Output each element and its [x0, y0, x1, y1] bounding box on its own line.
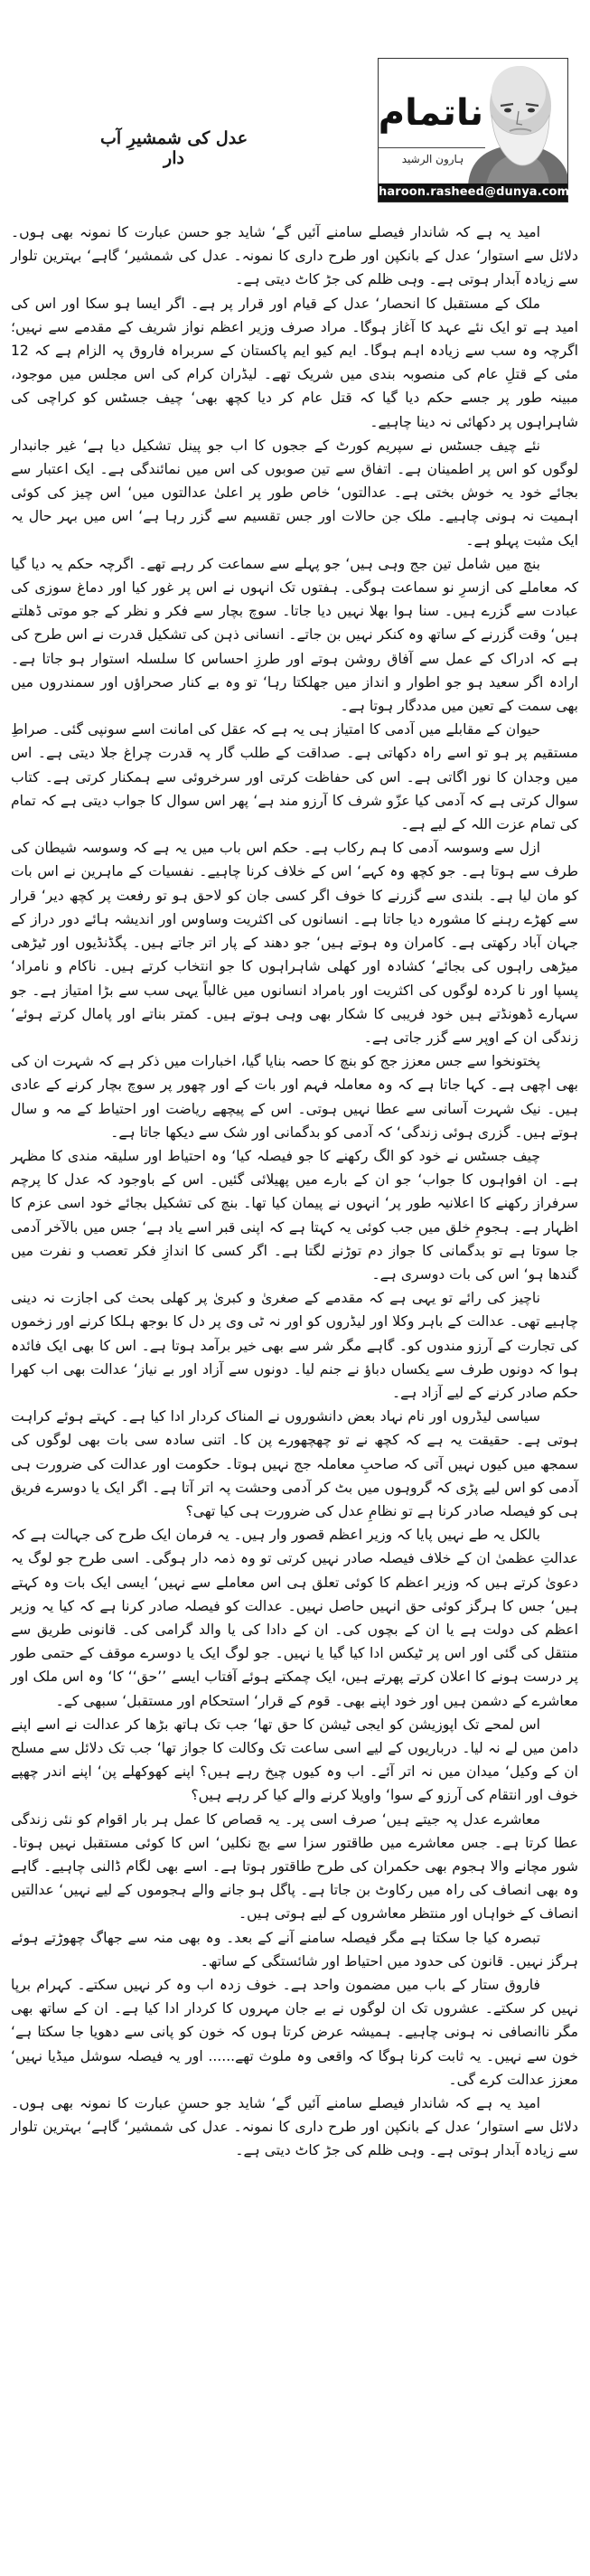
article-paragraph: بالکل یہ طے نہیں پایا کہ وزیر اعظم قصور وار ہیں۔ یہ فرمان ایک طرح کی جہالت ہے کہ عدالتِ عظمیٰ ان کے خلاف فیصلہ صادر نہیں کرتی تو وہ ذمہ دار ہوگی۔ اسی طرح جو لوگ یہ دعویٰ کرتے ہیں کہ وزیر اعظم کا کوئی تعلق ہی اس معاملے سے نہیں‘ ایسی ایک بات وہ کہتے ہیں‘ جس کا ہرگز کوئی حق انہیں حاصل نہیں۔ عدالت کو فیصلہ صادر کرنا ہے کہ کیا یہ وزیر اعظم کی دولت ہے یا ان کے بچوں کی۔ ان کے دادا کی یا والد گرامی کی۔ قانونی طریق سے منتقل کی گئی اور اس پر ٹیکس ادا کیا گیا یا نہیں۔ جو لوگ ایک یا دوسرے موقف کے حتمی طور پر درست ہونے کا اعلان کرتے پھرتے ہیں، ایک چمکتے ہوئے آفتاب ایسے ’’حق‘‘ کا‘ وہ اس ملک اور معاشرے کے دشمن ہیں اور خود اپنے بھی۔ قوم کے قرار‘ استحکام اور مستقبل‘ سبھی کے۔	[11, 1527, 578, 1709]
column-brand: ناتمام	[378, 92, 483, 134]
article-paragraph: امید یہ ہے کہ شاندار فیصلے سامنے آئیں گے‘ شاید جو حسن عبارت کا نمونہ بھی ہوں۔ دلائل سے استوار‘ عدل کے بانکپن اور طرح داری کا نمونہ۔ عدل کی شمشیر‘ گاہے‘ بہترین تلوار سے زیادہ آبدار ہوتی ہے۔ وہی ظلم کی جڑ کاٹ دیتی ہے۔	[11, 224, 578, 288]
article-body	[11, 221, 578, 2163]
article-paragraph: پختونخوا سے جس معزز جج کو بنچ کا حصہ بنایا گیا، اخبارات میں ذکر ہے کہ شہرت ان کی بھی اچھی ہے۔ کہا جاتا ہے کہ وہ معاملہ فہم اور بات کے اور چھور پر سوچ بچار کرنے کے عادی ہیں۔ نیک شہرت آسانی سے عطا نہیں ہوتی۔ اس کے پیچھے ریاضت اور احتیاط کے مہ و سال ہوتے ہیں۔ گزری ہوئی زندگی‘ کہ آدمی کو بدگمانی اور شک سے دیکھا جاتا ہے۔	[11, 1053, 578, 1141]
article-paragraph: ناچیز کی رائے تو یہی ہے کہ مقدمے کے صغریٰ و کبریٰ پر کھلی بحث کی اجازت نہ دینی چاہیے تھی۔ عدالت کے باہر وکلا اور لیڈروں کو اور نہ ٹی وی پر دل کا بوجھ ہلکا کرنے اور زخموں کی تجارت کے آرزو مندوں کو۔ گاہے مگر شر سے بھی خیر برآمد ہوتا ہے۔ اس کا بھی ایک فائدہ ہوا کہ دونوں طرف سے یکساں دباؤ نے جنم لیا۔ دونوں سے آزاد اور بے نیاز‘ عدالت بھی اب کھرا حکم صادر کرنے کے لیے آزاد ہے۔	[11, 1290, 578, 1401]
article-paragraph: بنچ میں شامل تین جج وہی ہیں‘ جو پہلے سے سماعت کر رہے تھے۔ اگرچہ حکم یہ دیا گیا کہ معاملے کی ازسرِ نو سماعت ہوگی۔ ہفتوں تک انہوں نے اس پر غور کیا اور دماغ سوزی کی عبادت سے گزرے ہیں۔ سنا ہوا بھلا نہیں دیا جاتا۔ سوچ بچار سے فکر و نظر کے جو موتی ڈھلتے ہیں‘ وقت گزرنے کے ساتھ وہ کنکر نہیں بن جاتے۔ انسانی ذہن کی تشکیل قدرت نے اس طرح کی ہے کہ ادراک کے عمل سے آفاق روشن ہوتے اور طرزِ احساس کا سلسلہ استوار ہو جاتا ہے۔ ارادہ اگر سعید ہو جو اطوار و انداز میں جھلکتا رہا‘ تو وہ بے کنار صحراؤں اور سمندروں میں بھی سمت کے تعین میں مددگار ہوتا ہے۔	[11, 555, 578, 715]
article-paragraph: سیاسی لیڈروں اور نام نہاد بعض دانشوروں نے المناک کردار ادا کیا ہے۔ کہتے ہوئے کراہت ہوتی ہے۔ حقیقت یہ ہے کہ کچھ نے تو چھچھورے پن کا۔ اتنی سادہ سی بات بھی لوگوں کی سمجھ میں کیوں نہیں آتی کہ صاحبِ معاملہ جج نہیں ہوتا۔ حکومت اور عدالت کی ضرورت ہی آدمی کو اس لیے پڑی کہ گروہوں میں بٹ کر آدمی وحشت پہ اتر آتا ہے۔ اگر ایک یا دوسرے فریق ہی کو فیصلہ صادر کرنا ہے تو نظامِ عدل کی ضرورت ہی کیا تھی؟	[11, 1408, 578, 1519]
column-logo	[378, 58, 590, 202]
column-title: عدل کی شمشیرِ آب دار	[99, 128, 248, 168]
logo-divider	[379, 147, 485, 148]
column-header	[0, 0, 590, 203]
article-paragraph: معاشرے عدل پہ جیتے ہیں‘ صرف اسی پر۔ یہ قصاص کا عمل ہر بار اقوام کو نئی زندگی عطا کرتا ہے۔ جس معاشرے میں طاقتور سزا سے بچ نکلیں‘ اس کا کوئی مستقبل نہیں ہوتا۔ شور مچانے والا ہجوم بھی حکمران کی طرح طاقتور ہوتا ہے۔ اسے بھی لگام ڈالنی چاہیے۔ گاہے وہ بھی انصاف کی راہ میں رکاوٹ بن جاتا ہے۔ پاگل ہو جانے والے ہجوموں کے لیے نہیں‘ عدالتیں انصاف کے خواہاں اور منتظر معاشروں کے لیے ہوتی ہیں۔	[11, 1810, 578, 1923]
article-paragraph: امید یہ ہے کہ شاندار فیصلے سامنے آئیں گے‘ شاید جو حسنِ عبارت کا نمونہ بھی ہوں۔ دلائل سے استوار‘ عدل کے بانکپن اور طرح داری کا نمونہ۔ عدل کی شمشیر‘ گاہے‘ بہترین تلوار سے زیادہ آبدار ہوتی ہے۔ وہی ظلم کی جڑ کاٹ دیتی ہے۔	[11, 2095, 578, 2159]
article-paragraph: ازل سے وسوسہ آدمی کا ہم رکاب ہے۔ حکم اس باب میں یہ ہے کہ وسوسہ شیطان کی طرف سے ہوتا ہے۔ جو کچھ وہ کہے‘ اس کے خلاف کرنا چاہیے۔ نفسیات کے ماہرین نے اس بات کو مان لیا ہے۔ بلندی سے گزرنے کا خوف اگر کسی جان کو لاحق ہو تو رفعت پر کچھ دیر‘ قرار سے کھڑے رہنے کا مشورہ دیا جاتا ہے۔ انسانوں کی اکثریت وساوس اور اندیشہ ہائے دور دراز کے جہان آباد رکھتی ہے۔ کامران وہ ہوتے ہیں‘ جو دھند کے پار اتر جاتے ہیں۔ پگڈنڈیوں اور ٹیڑھی میڑھی راہوں کی بجائے‘ کشادہ اور کھلی شاہراہوں کا جو انتخاب کرتے ہیں۔ ناکام و نامراد‘ پسپا اور نا کردہ لوگوں کی اکثریت اور بامراد انسانوں میں غالباً یہی سب سے بڑا امتیاز ہے۔ جو سہارے ڈھونڈتے ہیں خود فریبی کا شکار بھی وہی ہوتے ہیں۔ کمتر بناتے اور پامال کرتے ہوئے‘ زندگی ان کے اوپر سے گزر جاتی ہے۔	[11, 840, 578, 1046]
author-email: haroon.rasheed@dunya.com.pk	[379, 183, 567, 202]
article-paragraph: چیف جسٹس نے خود کو الگ رکھنے کا جو فیصلہ کیا‘ وہ احتیاط اور سلیقہ مندی کا مظہر ہے۔ ان افواہوں کا جواب‘ جو ان کے بارے میں پھیلائی گئیں۔ اس کے باوجود کہ عدل کا پرچم سرفراز رکھنے کا اعلانیہ طور پر‘ انہوں نے پیمان کیا تھا۔ بنچ کی تشکیل بجائے خود اسی عزم کا اظہار ہے۔ ہجومِ خلق میں جب کوئی یہ کہتا ہے کہ اپنی قبر اسے یاد ہے‘ جس میں بالآخر آدمی جا سوتا ہے تو بدگمانی کا جواز دم توڑنے لگتا ہے۔ اگر کسی کا اندازِ فکر تعصب و نفرت میں گندھا ہو‘ اس کی بات دوسری ہے۔	[11, 1147, 578, 1283]
author-name: ہارون الرشید	[401, 153, 464, 165]
article-paragraph: اس لمحے تک اپوزیشن کو ایجی ٹیشن کا حق تھا‘ جب تک ہاتھ بڑھا کر عدالت نے اسے اپنے دامن میں لے نہ لیا۔ درباریوں کے لیے اسی ساعت تک وکالت کا جواز تھا‘ جب تک دلائل سے مسلح ان کے وکیل‘ میدان میں نہ اتر آئے۔ اب وہ کیوں چیخ رہے ہیں؟ اپنے کھوکھلے پن‘ اپنے اندر چھپے خوف اور انتقام کی آرزو کے سوا‘ واویلا کرنے والے کیا کر رہے ہیں؟	[11, 1716, 578, 1804]
article-paragraph: فاروق ستار کے باب میں مضمون واحد ہے۔ خوف زدہ اب وہ کر نہیں سکتے۔ کہرام برپا نہیں کر سکتے۔ عشروں تک ان لوگوں نے بے جان مہروں کا کردار ادا کیا ہے۔ ان کے ساتھ بھی مگر ناانصافی نہ ہونی چاہیے۔ ہمیشہ عرض کرتا ہوں کہ خون کو پانی سے دھویا جا سکتا ہے‘ خون سے نہیں۔ یہ ثابت کرنا ہوگا کہ واقعی وہ ملوث تھے...... اور یہ فیصلہ سوشل میڈیا نہیں‘ معزز عدالت کرے گی۔	[11, 1977, 578, 2088]
article-paragraph: ملک کے مستقبل کا انحصار‘ عدل کے قیام اور قرار پر ہے۔ اگر ایسا ہو سکا اور اس کی امید ہے تو ایک نئے عہد کا آغاز ہوگا۔ مراد صرف وزیر اعظم نواز شریف کے مقدمے سے نہیں؛ اگرچہ وہ سب سے زیادہ اہم ہوگا۔ ایم کیو ایم پاکستان کے سربراہ فاروق پہ الزام ہے کہ 12 مئی کے قتلِ عام کی منصوبہ بندی میں شریک تھے۔ لیڈران کرام کی اس مجلس میں موجود، مبینہ طور پر جسے حکم دیا گیا کہ قتل عام کر دیا کچھ بھی‘ چیف جسٹس کو کراچی کی شاہراہوں پر دکھائی نہ دینا چاہیے۔	[11, 295, 578, 430]
article-paragraph: نئے چیف جسٹس نے سپریم کورٹ کے ججوں کا اب جو پینل تشکیل دیا ہے‘ غیر جانبدار لوگوں کو اس پر اطمینان ہے۔ اتفاق سے تین صوبوں کی اس میں نمائندگی ہے۔ ایک اعتبار سے بجائے خود یہ خوش بختی ہے۔ عدالتوں‘ خاص طور پر اعلیٰ عدالتوں میں‘ اس چیز کی کوئی اہمیت نہ ہونی چاہیے۔ ملک جن حالات اور جس تقسیم سے گزر رہا ہے‘ اس میں بہر حال یہ ایک مثبت پہلو ہے۔	[11, 437, 578, 549]
article-paragraph: تبصرہ کیا جا سکتا ہے مگر فیصلہ سامنے آنے کے بعد۔ وہ بھی منہ سے جھاگ چھوڑتے ہوئے ہرگز نہیں۔ قانون کی حدود میں احتیاط اور شائستگی کے ساتھ۔	[11, 1929, 578, 1970]
article-paragraph: حیوان کے مقابلے میں آدمی کا امتیاز ہی یہ ہے کہ عقل کی امانت اسے سونپی گئی۔ صراطِ مستقیم پر ہو تو اسے راہ دکھاتی ہے۔ صداقت کے طلب گار پہ قدرت چراغ جلا دیتی ہے۔ اس میں وجدان کا نور اگاتی ہے۔ اس کی حفاظت کرتی اور سرخروئی سے ہمکنار کرتی ہے۔ کتاب سوال کرتی ہے کہ آدمی کیا عزّو شرف کا آرزو مند ہے‘ پھر اس سوال کا جواب دیتی ہے کہ تمام کی تمام عزت اللہ کے لیے ہے۔	[11, 721, 578, 833]
